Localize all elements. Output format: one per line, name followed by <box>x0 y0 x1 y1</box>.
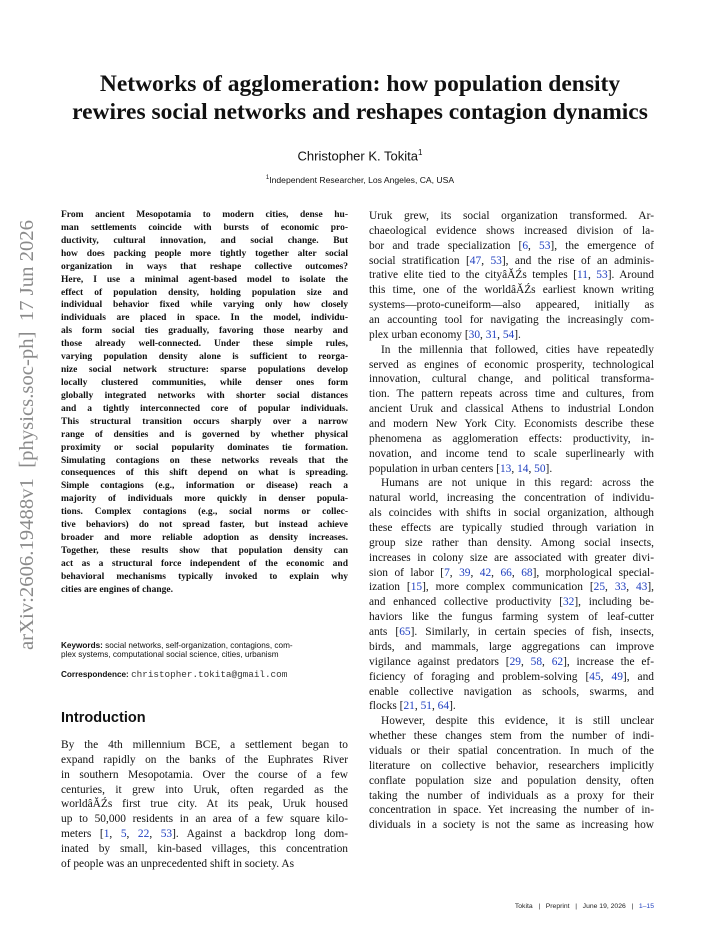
text-segment: ants [ <box>369 626 400 639</box>
text-line: broader and more reliable adoption as density increases. <box>61 533 348 544</box>
text-segment: ], <box>647 581 654 594</box>
citation-link[interactable]: 14 <box>517 462 529 475</box>
text-line <box>369 655 654 670</box>
title-line: Networks of agglomeration: how population density <box>99 71 621 97</box>
text-line: concentration in space. Yet increasing the number of in- <box>369 804 654 817</box>
text-line <box>61 827 348 842</box>
keywords-text: plex systems, computational social science, cities, urbanism <box>61 649 279 659</box>
correspondence <box>61 669 351 680</box>
arxiv-stamp <box>0 0 40 932</box>
text-segment: social stratification [ <box>369 254 470 267</box>
citation-link[interactable]: 7 <box>444 566 450 579</box>
text-segment: sion of labor [ <box>369 566 445 579</box>
title-line: rewires social networks and reshapes contagion dynamics <box>72 99 648 125</box>
text-segment: population in urban centers [ <box>369 462 500 475</box>
text-line <box>369 670 654 685</box>
text-segment: ], increase the ef- <box>563 655 654 668</box>
citation-link[interactable]: 42 <box>479 566 492 579</box>
text-segment: , <box>480 328 486 341</box>
text-segment: plex urban economy [ <box>369 328 469 341</box>
text-segment: ]. Similarly, in certain species of fish, insects, <box>410 626 654 639</box>
text-line <box>369 625 654 640</box>
affiliation <box>0 175 720 185</box>
footer-author: Tokita <box>514 903 533 910</box>
text-segment: , <box>626 581 636 594</box>
text-segment: , <box>470 566 480 579</box>
citation-link[interactable]: 1 <box>103 828 110 841</box>
text-segment: trative elite tied to the cityâĂŹs temples [ <box>369 269 577 282</box>
text-line: consequences of this shift depend on what is spreading. <box>61 468 348 479</box>
text-segment: , <box>109 828 121 841</box>
text-segment: and enhanced collective productivity [ <box>369 596 563 609</box>
keywords-label: Keywords: <box>61 641 103 650</box>
text-line: taking the number of individuals as a proxy for their <box>369 789 654 802</box>
citation-link[interactable]: 51 <box>420 700 432 713</box>
text-line: individuals are placed in space. In the model, individu- <box>61 313 348 324</box>
text-line: globally integrated networks with shorter social distances <box>61 390 348 401</box>
citation-link[interactable]: 21 <box>403 700 415 713</box>
footer-status: Preprint <box>545 903 570 910</box>
text-line: inated by small, kin-based villages, this concentration <box>61 843 348 856</box>
text-line: enable collective navigation as schools, swarms, and <box>369 685 654 698</box>
citation-link[interactable]: 11 <box>576 269 588 282</box>
citation-link[interactable]: 43 <box>635 581 648 594</box>
text-segment: , <box>497 328 503 341</box>
text-line: act as a structural force independent of the economic and <box>61 558 348 569</box>
text-line: behavioral mechanisms typically invoked to explain why <box>61 571 348 582</box>
text-line: birds, and mammals, large aggregations can improve <box>369 640 654 653</box>
text-line: In the millennia that followed, cities have repeatedly <box>381 343 654 356</box>
citation-link[interactable]: 53 <box>490 254 502 267</box>
text-line: Simulating contagions on these networks reveals that the <box>61 455 348 466</box>
text-line: This structural transition occurs sharply over a narrow <box>61 416 348 427</box>
text-line: varying population density alone is sufficient to reorga- <box>61 352 348 363</box>
text-line: innovation, cultural change, and political transforma- <box>369 373 654 386</box>
text-line: this time, one of the worldâĂŹs earliest known writing <box>369 284 654 297</box>
text-segment: ], morphological special- <box>532 566 654 579</box>
text-line: an accounting tool for navigating the increasingly com- <box>369 314 654 327</box>
text-line: Humans are not unique in this regard: across the <box>381 477 654 490</box>
text-line: novation, and income tend to scale superlinearly with <box>369 447 654 460</box>
citation-link[interactable]: 65 <box>399 626 411 639</box>
text-line: whether these changes stem from the number of indi- <box>369 730 654 743</box>
text-line: proximity or social popularity dominates tie formation. <box>61 442 348 453</box>
text-line: Together, these results show that population density can <box>61 545 348 556</box>
text-segment: , <box>528 239 540 252</box>
citation-link[interactable]: 32 <box>562 596 575 609</box>
text-line: From ancient Mesopotamia to modern cities, dense hu- <box>61 210 348 220</box>
citation-link[interactable]: 6 <box>522 239 529 252</box>
text-line <box>369 580 654 595</box>
text-segment: vigilance against predators [ <box>369 655 510 668</box>
text-line: increases in colony size are associated with greater divi- <box>369 551 654 564</box>
citation-link[interactable]: 54 <box>502 328 515 341</box>
keywords <box>61 642 351 659</box>
paper-title <box>40 70 680 126</box>
text-segment: , <box>149 828 161 841</box>
text-segment: , <box>414 700 421 713</box>
text-line: tions. Complex contagions (e.g., social norms or collec- <box>61 507 348 518</box>
text-segment: , <box>491 566 501 579</box>
text-line: ductivity, cultural innovation, and social change. But <box>61 235 348 246</box>
citation-link[interactable]: 30 <box>468 328 481 341</box>
text-segment: , <box>528 462 535 475</box>
citation-link[interactable]: 29 <box>509 655 521 668</box>
text-line: group size rather than density. Among social insects, <box>369 536 654 549</box>
text-line: man settlements coincide with bursts of economic pro- <box>61 222 348 233</box>
text-line: Simple contagions (e.g., information or disease) reach a <box>61 481 348 492</box>
text-line <box>369 239 654 254</box>
text-segment: flocks [ <box>369 700 404 713</box>
citation-link[interactable]: 15 <box>410 581 423 594</box>
text-segment: ], including be- <box>574 596 654 609</box>
text-segment: ]. Around <box>607 269 654 282</box>
text-line <box>369 595 654 610</box>
footer-separator: | <box>631 903 634 910</box>
text-line <box>369 268 654 283</box>
text-line: organization in ways that reshape collective outcomes? <box>61 261 348 272</box>
text-segment: meters [ <box>61 828 104 841</box>
citation-link[interactable]: 13 <box>499 462 512 475</box>
text-segment: ]. <box>514 328 521 341</box>
text-line: those already well-connected. Under these simple rules, <box>61 339 348 350</box>
citation-link[interactable]: 53 <box>160 828 173 841</box>
text-segment: bor and trade specialization [ <box>369 239 523 252</box>
citation-link[interactable]: 64 <box>437 700 450 713</box>
footer-pages[interactable]: 1–15 <box>638 903 654 910</box>
text-line: individual behavior fixed while varying only how closely <box>61 300 348 311</box>
text-segment: , <box>511 566 522 579</box>
text-line: centuries, it grew into Uruk, often regarded as the <box>61 783 348 796</box>
citation-link[interactable]: 58 <box>530 655 543 668</box>
text-segment: ], and the rise of an adminis- <box>501 254 654 267</box>
introduction-text-left <box>61 738 348 872</box>
correspondence-label: Correspondence: <box>61 670 129 679</box>
text-segment: , <box>481 254 491 267</box>
introduction-text-right <box>369 209 654 833</box>
citation-link[interactable]: 50 <box>534 462 546 475</box>
text-line: served as engines of economic prosperity, technological <box>369 358 654 371</box>
arxiv-identifier: arXiv:2606.19488v1 [physics.soc-ph] 17 Jun 2026 <box>16 224 38 650</box>
text-line: effect of population density, holding population size and <box>61 287 348 298</box>
footer-separator: | <box>538 903 541 910</box>
text-segment: , <box>431 700 438 713</box>
text-segment: ]. <box>449 700 456 713</box>
text-line: However, despite this evidence, it is still unclear <box>381 715 654 728</box>
citation-link[interactable]: 39 <box>459 566 471 579</box>
text-segment: , <box>542 655 552 668</box>
text-segment: , <box>587 269 597 282</box>
text-line: of people was an unprecedented shift in society. As <box>61 857 295 870</box>
footer-separator: | <box>575 903 577 910</box>
text-line: als coincides with shifts in social organization, although <box>369 507 654 520</box>
citation-link[interactable]: 25 <box>593 581 606 594</box>
text-segment: ], more complex communication [ <box>422 581 594 594</box>
citation-link[interactable]: 31 <box>485 328 498 341</box>
keywords-text: social networks, self-organization, contagions, com- <box>105 641 293 650</box>
affiliation-text: Independent Researcher, Los Angeles, CA, USA <box>269 175 455 185</box>
author-affiliation-mark: 1 <box>417 148 423 157</box>
citation-link[interactable]: 33 <box>614 581 627 594</box>
citation-link[interactable]: 22 <box>137 828 150 841</box>
affiliation-mark: 1 <box>265 175 270 182</box>
author-line <box>0 148 720 163</box>
text-line <box>369 566 654 581</box>
text-line: worldâĂŹs first true city. At its peak, Uruk housed <box>61 798 348 811</box>
citation-link[interactable]: 53 <box>539 239 551 252</box>
text-line: By the 4th millennium BCE, a settlement began to <box>61 739 348 751</box>
citation-link[interactable]: 53 <box>596 269 608 282</box>
text-line: als form social ties gradually, favoring those nearby and <box>61 326 348 337</box>
text-line: and modern New York City. Economists describe these <box>369 418 654 431</box>
text-line: majority of individuals more quickly in denser popula- <box>61 494 348 505</box>
text-line: cities are engines of change. <box>61 584 173 595</box>
text-line: chaeological evidence shows increased division of la- <box>369 224 654 237</box>
correspondence-email[interactable]: christopher.tokita@gmail.com <box>131 669 288 680</box>
text-segment: ], the emergence of <box>550 239 654 252</box>
citation-link[interactable]: 5 <box>120 828 127 841</box>
page-footer <box>515 903 654 910</box>
text-segment: , <box>520 655 531 668</box>
text-line: conflate population size and population density, often <box>369 774 654 787</box>
text-segment: ], and <box>622 670 654 683</box>
text-line: range of densities and is governed by whether physical <box>61 429 348 440</box>
citation-link[interactable]: 45 <box>589 670 601 683</box>
text-line: tion. The pattern repeats across time and cultures, from <box>369 388 654 401</box>
text-line: systems—proto-cuneiform—also appeared, initially as <box>369 299 654 312</box>
text-line <box>369 462 654 477</box>
section-heading-introduction: Introduction <box>61 710 146 726</box>
text-line: expand rapidly on the banks of the Euphrates River <box>61 753 348 766</box>
citation-link[interactable]: 66 <box>500 566 512 579</box>
text-segment: , <box>605 581 615 594</box>
text-line: locally clustered communities, while denser ones form <box>61 377 348 388</box>
text-line: how does packing people more tightly together alter social <box>61 248 348 259</box>
text-line <box>369 328 654 343</box>
text-line: natural world, increasing the concentration of individu- <box>369 492 654 505</box>
citation-link[interactable]: 49 <box>611 670 623 683</box>
text-segment: ]. <box>545 462 553 475</box>
text-segment: ization [ <box>369 581 411 594</box>
author-name: Christopher K. Tokita <box>297 148 418 164</box>
text-line: and a tightly interconnected core of popular individuals. <box>61 403 348 414</box>
text-line: in southern Mesopotamia. Over the course of a few <box>61 768 348 781</box>
text-line <box>369 699 654 714</box>
citation-link[interactable]: 68 <box>521 566 533 579</box>
text-segment: , <box>600 670 612 683</box>
footer-date: June 19, 2026 <box>582 903 626 910</box>
text-line: literature on collective behavior, researchers implicitly <box>369 759 654 772</box>
text-line: dividuals in a society is not the same as increasing how <box>369 819 654 832</box>
text-line: nize social network structure: sparse populations develop <box>61 365 348 376</box>
text-segment: ]. Against a backdrop long dom- <box>172 828 348 841</box>
text-line: Uruk grew, its social organization transformed. Ar- <box>369 210 654 222</box>
text-line: phenomena as agglomeration effects: productivity, in- <box>369 432 654 445</box>
text-segment: , <box>511 462 518 475</box>
text-line: up to 50,000 residents in an area of a few square kilo- <box>61 813 348 826</box>
text-line: haviors like the fungus farming system of leaf-cutter <box>369 611 654 624</box>
abstract <box>61 209 348 597</box>
citation-link[interactable]: 47 <box>469 254 482 267</box>
text-line: these effects are typically studied through variation in <box>369 522 654 535</box>
text-line: viduals or their spatial concentration. In much of the <box>369 744 654 757</box>
text-line: Here, I use a minimal agent-based model to isolate the <box>61 274 348 285</box>
citation-link[interactable]: 62 <box>551 655 564 668</box>
text-segment: , <box>126 828 138 841</box>
text-line: tive behaviors) do not spread faster, but instead achieve <box>61 520 348 531</box>
text-segment: , <box>449 566 460 579</box>
text-segment: ficiency of foraging and problem-solving [ <box>369 670 590 683</box>
text-line <box>369 254 654 269</box>
text-line: ancient Uruk and classical Athens to industrial London <box>369 403 654 416</box>
